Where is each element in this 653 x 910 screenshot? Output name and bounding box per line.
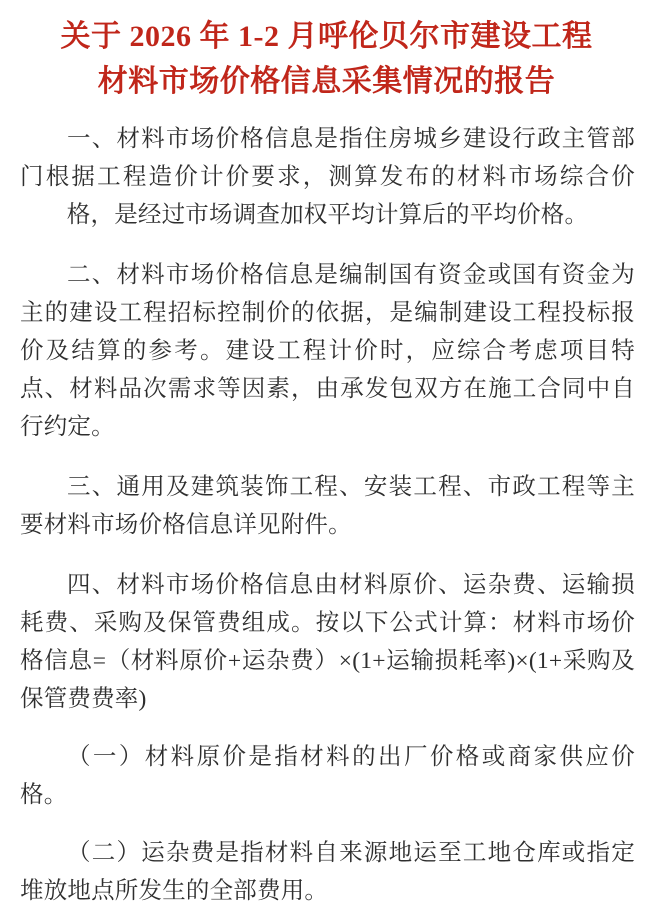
document-title-line-2: 材料市场价格信息采集情况的报告	[97, 65, 556, 98]
paragraph-section-2: 二、材料市场价格信息是编制国有资金或国有资金为主的建设工程招标控制价的依据，是编制建设工程投标报价及结算的参考。建设工程计价时，应综合考虑项目特点、材料品次需求等因素，由承发包双方在施工合同中自行约定。	[20, 262, 635, 440]
paragraph-spacer	[20, 446, 635, 468]
paragraph-spacer	[20, 544, 635, 566]
document-title	[0, 0, 653, 104]
paragraph-section-1: 一、材料市场价格信息是指住房城乡建设行政主管部门根据工程造价计价要求，测算发布的材料市场综合价格，是经过市场调查加权平均计算后的平均价格。	[20, 126, 635, 228]
paragraph-spacer	[20, 814, 635, 834]
paragraph-section-4-item-1: （一）材料原价是指材料的出厂价格或商家供应价格。	[20, 744, 635, 808]
paragraph-spacer	[20, 718, 635, 738]
paragraph-section-4: 四、材料市场价格信息由材料原价、运杂费、运输损耗费、采购及保管费组成。按以下公式计算：材料市场价格信息=（材料原价+运杂费）×(1+运输损耗率)×(1+采购及保管费费率)	[20, 572, 635, 712]
paragraph-section-3: 三、通用及建筑装饰工程、安装工程、市政工程等主要材料市场价格信息详见附件。	[20, 474, 635, 538]
document-title-line-1: 关于 2026 年 1-2 月呼伦贝尔市建设工程	[60, 20, 593, 53]
document-body	[0, 120, 653, 910]
paragraph-section-4-item-2: （二）运杂费是指材料自来源地运至工地仓库或指定堆放地点所发生的全部费用。	[20, 840, 635, 904]
paragraph-spacer	[20, 234, 635, 256]
